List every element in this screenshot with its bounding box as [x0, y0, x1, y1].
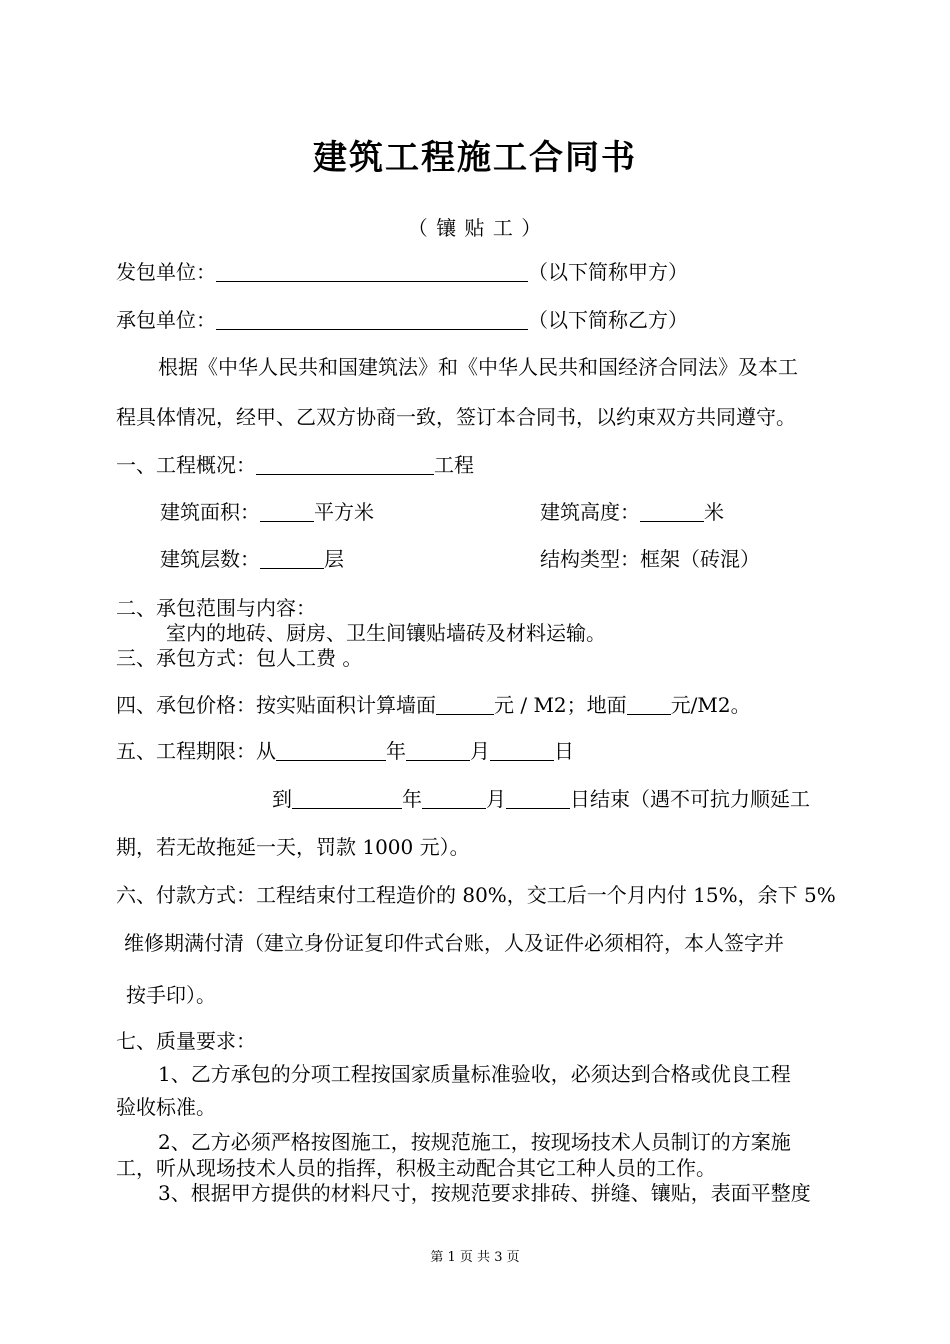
quality-1-line-2: 验收标准。: [116, 1095, 216, 1119]
section-4-text-a: 四、承包价格：按实贴面积计算墙面: [116, 693, 436, 717]
end-day-blank: [506, 788, 570, 809]
end-text: 日结束（遇不可抗力顺延工: [570, 787, 810, 811]
party-b-label: 承包单位：: [116, 308, 216, 332]
project-name-blank: [256, 454, 434, 475]
area-line: [160, 499, 374, 525]
section-4-text-c: 元/M2。: [670, 693, 751, 717]
start-month-blank: [406, 740, 470, 761]
intro-line-2: 程具体情况，经甲、乙双方协商一致，签订本合同书，以约束双方共同遵守。: [116, 405, 796, 429]
structure-type: 结构类型：框架（砖混）: [540, 547, 760, 571]
height-label: 建筑高度：: [540, 500, 640, 524]
height-unit: 米: [704, 500, 724, 524]
end-month-blank: [422, 788, 486, 809]
intro-line-1: 根据《中华人民共和国建筑法》和《中华人民共和国经济合同法》及本工: [158, 355, 798, 379]
section-6-line-1: 六、付款方式：工程结束付工程造价的 80%，交工后一个月内付 15%，余下 5%: [116, 883, 836, 907]
party-b-line: [116, 307, 688, 333]
party-a-blank: [216, 261, 528, 282]
floors-label: 建筑层数：: [160, 547, 260, 571]
section-1-suffix: 工程: [434, 453, 474, 477]
end-to-text: 到: [272, 787, 292, 811]
page-number-footer: 第 1 页 共 3 页: [430, 1250, 520, 1265]
section-2-content: 室内的地砖、厨房、卫生间镶贴墙砖及材料运输。: [166, 621, 606, 645]
floors-blank: [260, 548, 324, 569]
quality-2-line-2: 工，听从现场技术人员的指挥，积极主动配合其它工种人员的工作。: [116, 1156, 716, 1180]
wall-price-blank: [436, 694, 494, 715]
start-year-blank: [276, 740, 386, 761]
document-subtitle: （ 镶 贴 工 ）: [407, 216, 543, 240]
start-year-text: 年: [386, 739, 406, 763]
quality-3-line-1: 3、根据甲方提供的材料尺寸，按规范要求排砖、拼缝、镶贴，表面平整度: [158, 1181, 811, 1205]
party-b-suffix: （以下简称乙方）: [528, 308, 688, 332]
party-a-suffix: （以下简称甲方）: [528, 260, 688, 284]
area-label: 建筑面积：: [160, 500, 260, 524]
section-4-text-b: 元 / M2；地面: [494, 693, 627, 717]
document-title: 建筑工程施工合同书: [313, 138, 637, 178]
section-2-label: 二、承包范围与内容：: [116, 596, 316, 620]
start-day-blank: [490, 740, 554, 761]
section-1-label: 一、工程概况：: [116, 453, 256, 477]
section-7-label: 七、质量要求：: [116, 1029, 256, 1053]
section-5-line-1: [116, 738, 574, 764]
end-year-blank: [292, 788, 402, 809]
section-5-line-3: 期，若无故拖延一天，罚款 1000 元）。: [116, 835, 470, 859]
area-unit: 平方米: [314, 500, 374, 524]
section-5-label: 五、工程期限：从: [116, 739, 276, 763]
end-month-text: 月: [486, 787, 506, 811]
section-3: 三、承包方式：包人工费 。: [116, 646, 363, 670]
area-blank: [260, 501, 314, 522]
floor-price-blank: [627, 694, 671, 715]
party-a-label: 发包单位：: [116, 260, 216, 284]
party-a-line: [116, 259, 688, 285]
section-6-line-2: 维修期满付清（建立身份证复印件式台账，人及证件必须相符，本人签字并: [124, 931, 784, 955]
section-5-line-2: [272, 786, 810, 812]
quality-1-line-1: 1、乙方承包的分项工程按国家质量标准验收，必须达到合格或优良工程: [158, 1062, 791, 1086]
height-line: [540, 499, 724, 525]
section-6-line-3: 按手印）。: [126, 983, 216, 1007]
floors-line: [160, 546, 344, 572]
start-day-text: 日: [554, 739, 574, 763]
quality-2-line-1: 2、乙方必须严格按图施工，按规范施工，按现场技术人员制订的方案施: [158, 1130, 791, 1154]
height-blank: [640, 501, 704, 522]
party-b-blank: [216, 309, 528, 330]
section-4-line: [116, 692, 751, 718]
floors-unit: 层: [324, 547, 344, 571]
end-year-text: 年: [402, 787, 422, 811]
section-1-line: [116, 452, 474, 478]
start-month-text: 月: [470, 739, 490, 763]
